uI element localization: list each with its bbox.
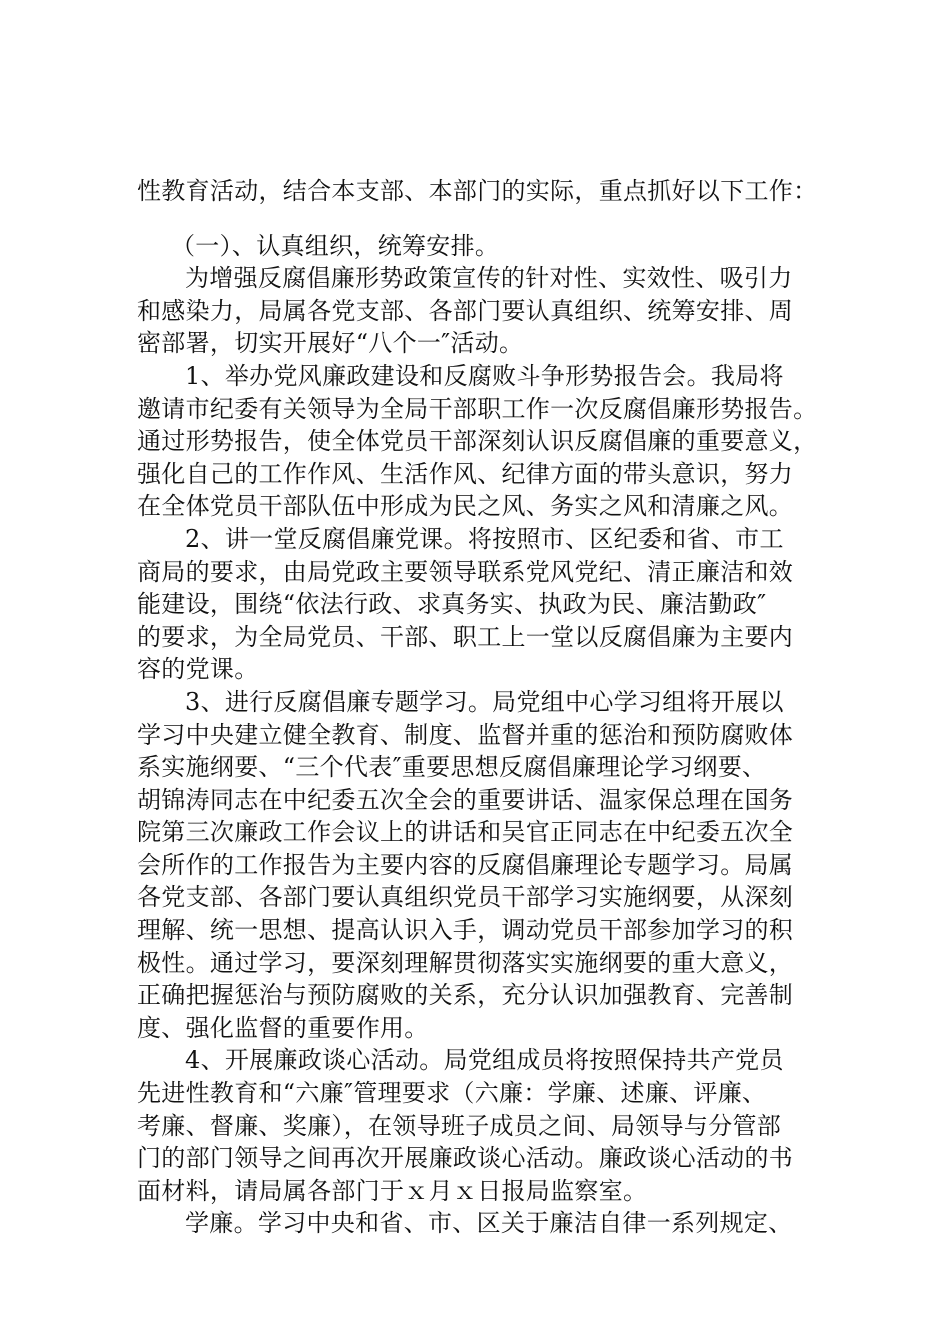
text-line: 极性。通过学习，要深刻理解贯彻落实实施纲要的重大意义， [137, 948, 794, 977]
text-line: 邀请市纪委有关领导为全局干部职工作一次反腐倡廉形势报告。 [137, 394, 818, 423]
text-line: 和感染力，局属各党支部、各部门要认真组织、统筹安排、周 [137, 296, 794, 325]
text-line: 容的党课。 [137, 655, 259, 684]
text-line: 胡锦涛同志在中纪委五次全会的重要讲话、温家保总理在国务 [137, 785, 794, 814]
text-line: 先进性教育和“六廉″管理要求（六廉：学廉、述廉、评廉、 [137, 1079, 767, 1108]
text-line: 4、开展廉政谈心活动。局党组成员将按照保持共产党员 [185, 1046, 784, 1075]
text-line: 考廉、督廉、奖廉），在领导班子成员之间、局领导与分管部 [137, 1111, 782, 1140]
text-line: 性教育活动，结合本支部、本部门的实际，重点抓好以下工作： [137, 177, 818, 205]
text-line: 理解、统一思想、提高认识入手，调动党员干部参加学习的积 [137, 916, 794, 945]
text-line: 会所作的工作报告为主要内容的反腐倡廉理论专题学习。局属 [137, 850, 794, 879]
text-line: 在全体党员干部队伍中形成为民之风、务实之风和清廉之风。 [137, 492, 794, 521]
text-line: 院第三次廉政工作会议上的讲话和吴官正同志在中纪委五次全 [137, 818, 794, 847]
text-line: 系实施纲要、“三个代表″重要思想反腐倡廉理论学习纲要、 [137, 753, 767, 782]
text-line: 2、讲一堂反腐倡廉党课。将按照市、区纪委和省、市工 [185, 524, 784, 553]
paragraph-gap [137, 208, 827, 230]
text-line: 强化自己的工作作风、生活作风、纪律方面的带头意识，努力 [137, 459, 794, 488]
text-line: 学廉。学习中央和省、市、区关于廉洁自律一系列规定、 [185, 1209, 793, 1238]
text-line: 学习中央建立健全教育、制度、监督并重的惩治和预防腐败体 [137, 720, 794, 749]
section-heading: （一）、认真组织，统筹安排。 [171, 231, 500, 260]
text-line: 密部署，切实开展好“八个一″活动。 [137, 329, 524, 358]
text-line: 商局的要求，由局党政主要领导联系党风党纪、清正廉洁和效 [137, 557, 794, 586]
document-body [137, 175, 827, 1240]
text-line: 能建设，围绕“依法行政、求真务实、执政为民、廉洁勤政″ [137, 590, 767, 619]
text-line: 为增强反腐倡廉形势政策宣传的针对性、实效性、吸引力 [185, 264, 793, 293]
text-line: 3、进行反腐倡廉专题学习。局党组中心学习组将开展以 [185, 687, 784, 716]
text-line: 通过形势报告，使全体党员干部深刻认识反腐倡廉的重要意义， [137, 427, 818, 456]
text-line: 的要求，为全局党员、干部、职工上一堂以反腐倡廉为主要内 [137, 622, 794, 651]
text-line: 面材料，请局属各部门于ｘ月ｘ日报局监察室。 [137, 1176, 648, 1205]
text-line: 度、强化监督的重要作用。 [137, 1013, 429, 1042]
text-line: 1、举办党风廉政建设和反腐败斗争形势报告会。我局将 [185, 361, 784, 390]
text-line: 门的部门领导之间再次开展廉政谈心活动。廉政谈心活动的书 [137, 1144, 794, 1173]
text-line: 正确把握惩治与预防腐败的关系，充分认识加强教育、完善制 [137, 981, 794, 1010]
text-line: 各党支部、各部门要认真组织党员干部学习实施纲要，从深刻 [137, 883, 794, 912]
